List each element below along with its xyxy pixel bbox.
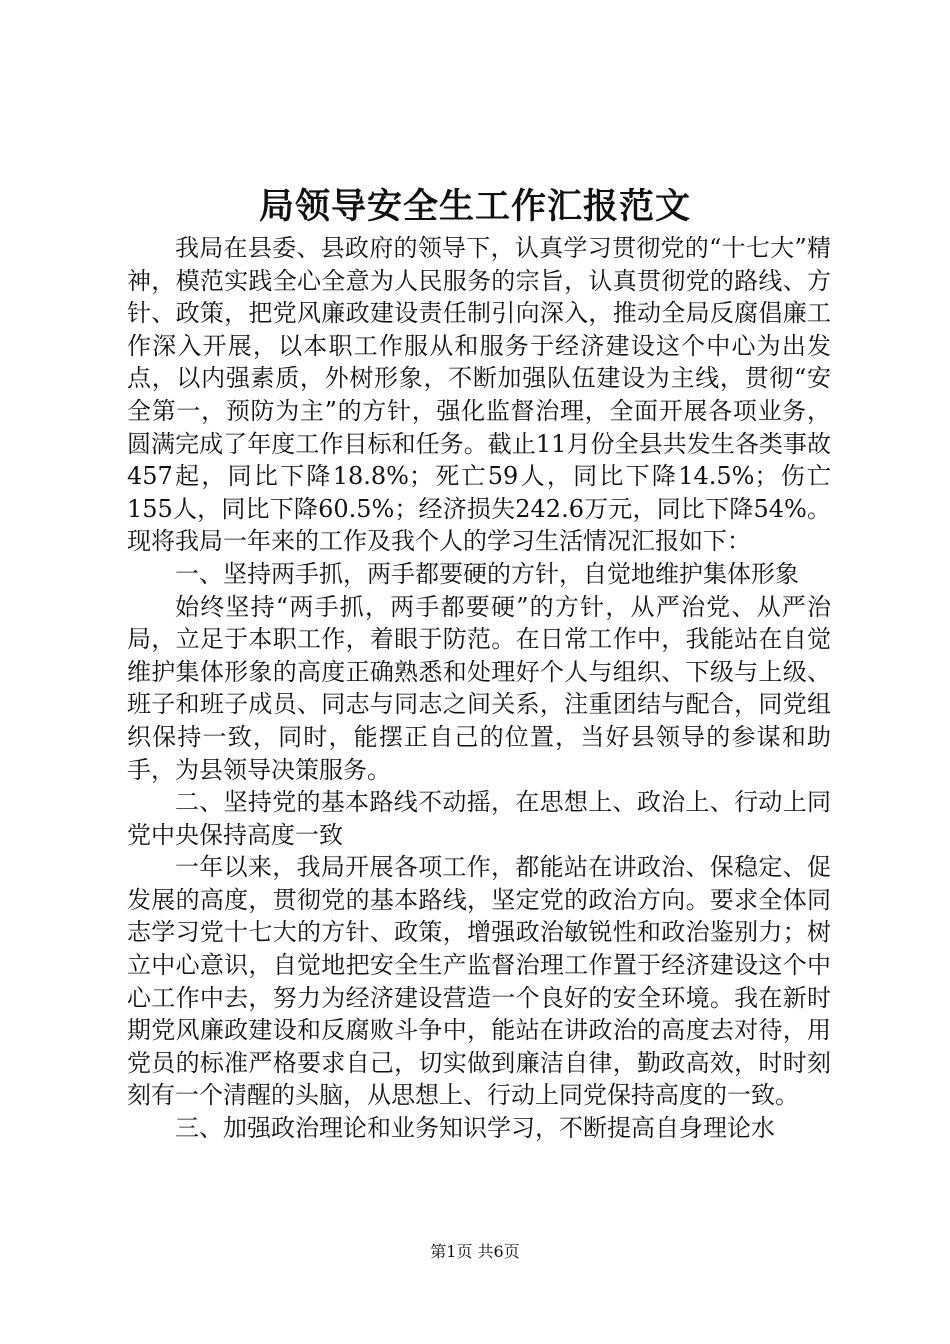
body-paragraph-section-2: 一年以来，我局开展各项工作，都能站在讲政治、保稳定、促发展的高度，贯彻党的基本路线，坚定党的政治方向。要求全体同志学习党十七大的方针、政策，增强政治敏锐性和政治鉴别力；树立中心意识，自觉地把安全生产监督治理工作置于经济建设这个中心工作中去，努力为经济建设营造一个良好的安全环境。我在新时期党风廉政建设和反腐败斗争中，能站在讲政治的高度去对待，用党员的标准严格要求自己，切实做到廉洁自律，勤政高效，时时刻刻有一个清醒的头脑，从思想上、行动上同党保持高度的一致。 — [127, 853, 831, 1110]
body-paragraph-intro: 我局在县委、县政府的领导下，认真学习贯彻党的“十七大”精神，模范实践全心全意为人民服务的宗旨，认真贯彻党的路线、方针、政策，把党风廉政建设责任制引向深入，推动全局反腐倡廉工作深入开展，以本职工作服从和服务于经济建设这个中心为出发点，以内强素质，外树形象，不断加强队伍建设为主线，贯彻“安全第一，预防为主”的方针，强化监督治理，全面开展各项业务，圆满完成了年度工作目标和任务。截止11月份全县共发生各类事故457起，同比下降18.8%；死亡59人，同比下降14.5%；伤亡155人，同比下降60.5%；经济损失242.6万元，同比下降54%。现将我局一年来的工作及我个人的学习生活情况汇报如下： — [127, 234, 831, 556]
document-title: 局领导安全生工作汇报范文 — [258, 186, 691, 227]
page-number-footer: 第1页 共6页 — [430, 1242, 520, 1261]
document-body — [127, 232, 831, 1145]
section-heading-3: 三、加强政治理论和业务知识学习，不断提高自身理论水 — [175, 1114, 775, 1143]
body-paragraph-section-1: 始终坚持“两手抓，两手都要硬”的方针，从严治党、从严治局，立足于本职工作，着眼于防范。在日常工作中，我能站在自觉维护集体形象的高度正确熟悉和处理好个人与组织、下级与上级、班子和班子成员、同志与同志之间关系，注重团结与配合，同党组织保持一致，同时，能摆正自己的位置，当好县领导的参谋和助手，为县领导决策服务。 — [127, 592, 831, 784]
section-heading-2: 二、坚持党的基本路线不动摇，在思想上、政治上、行动上同党中央保持高度一致 — [127, 788, 831, 849]
section-heading-1: 一、坚持两手抓，两手都要硬的方针，自觉地维护集体形象 — [175, 559, 799, 588]
